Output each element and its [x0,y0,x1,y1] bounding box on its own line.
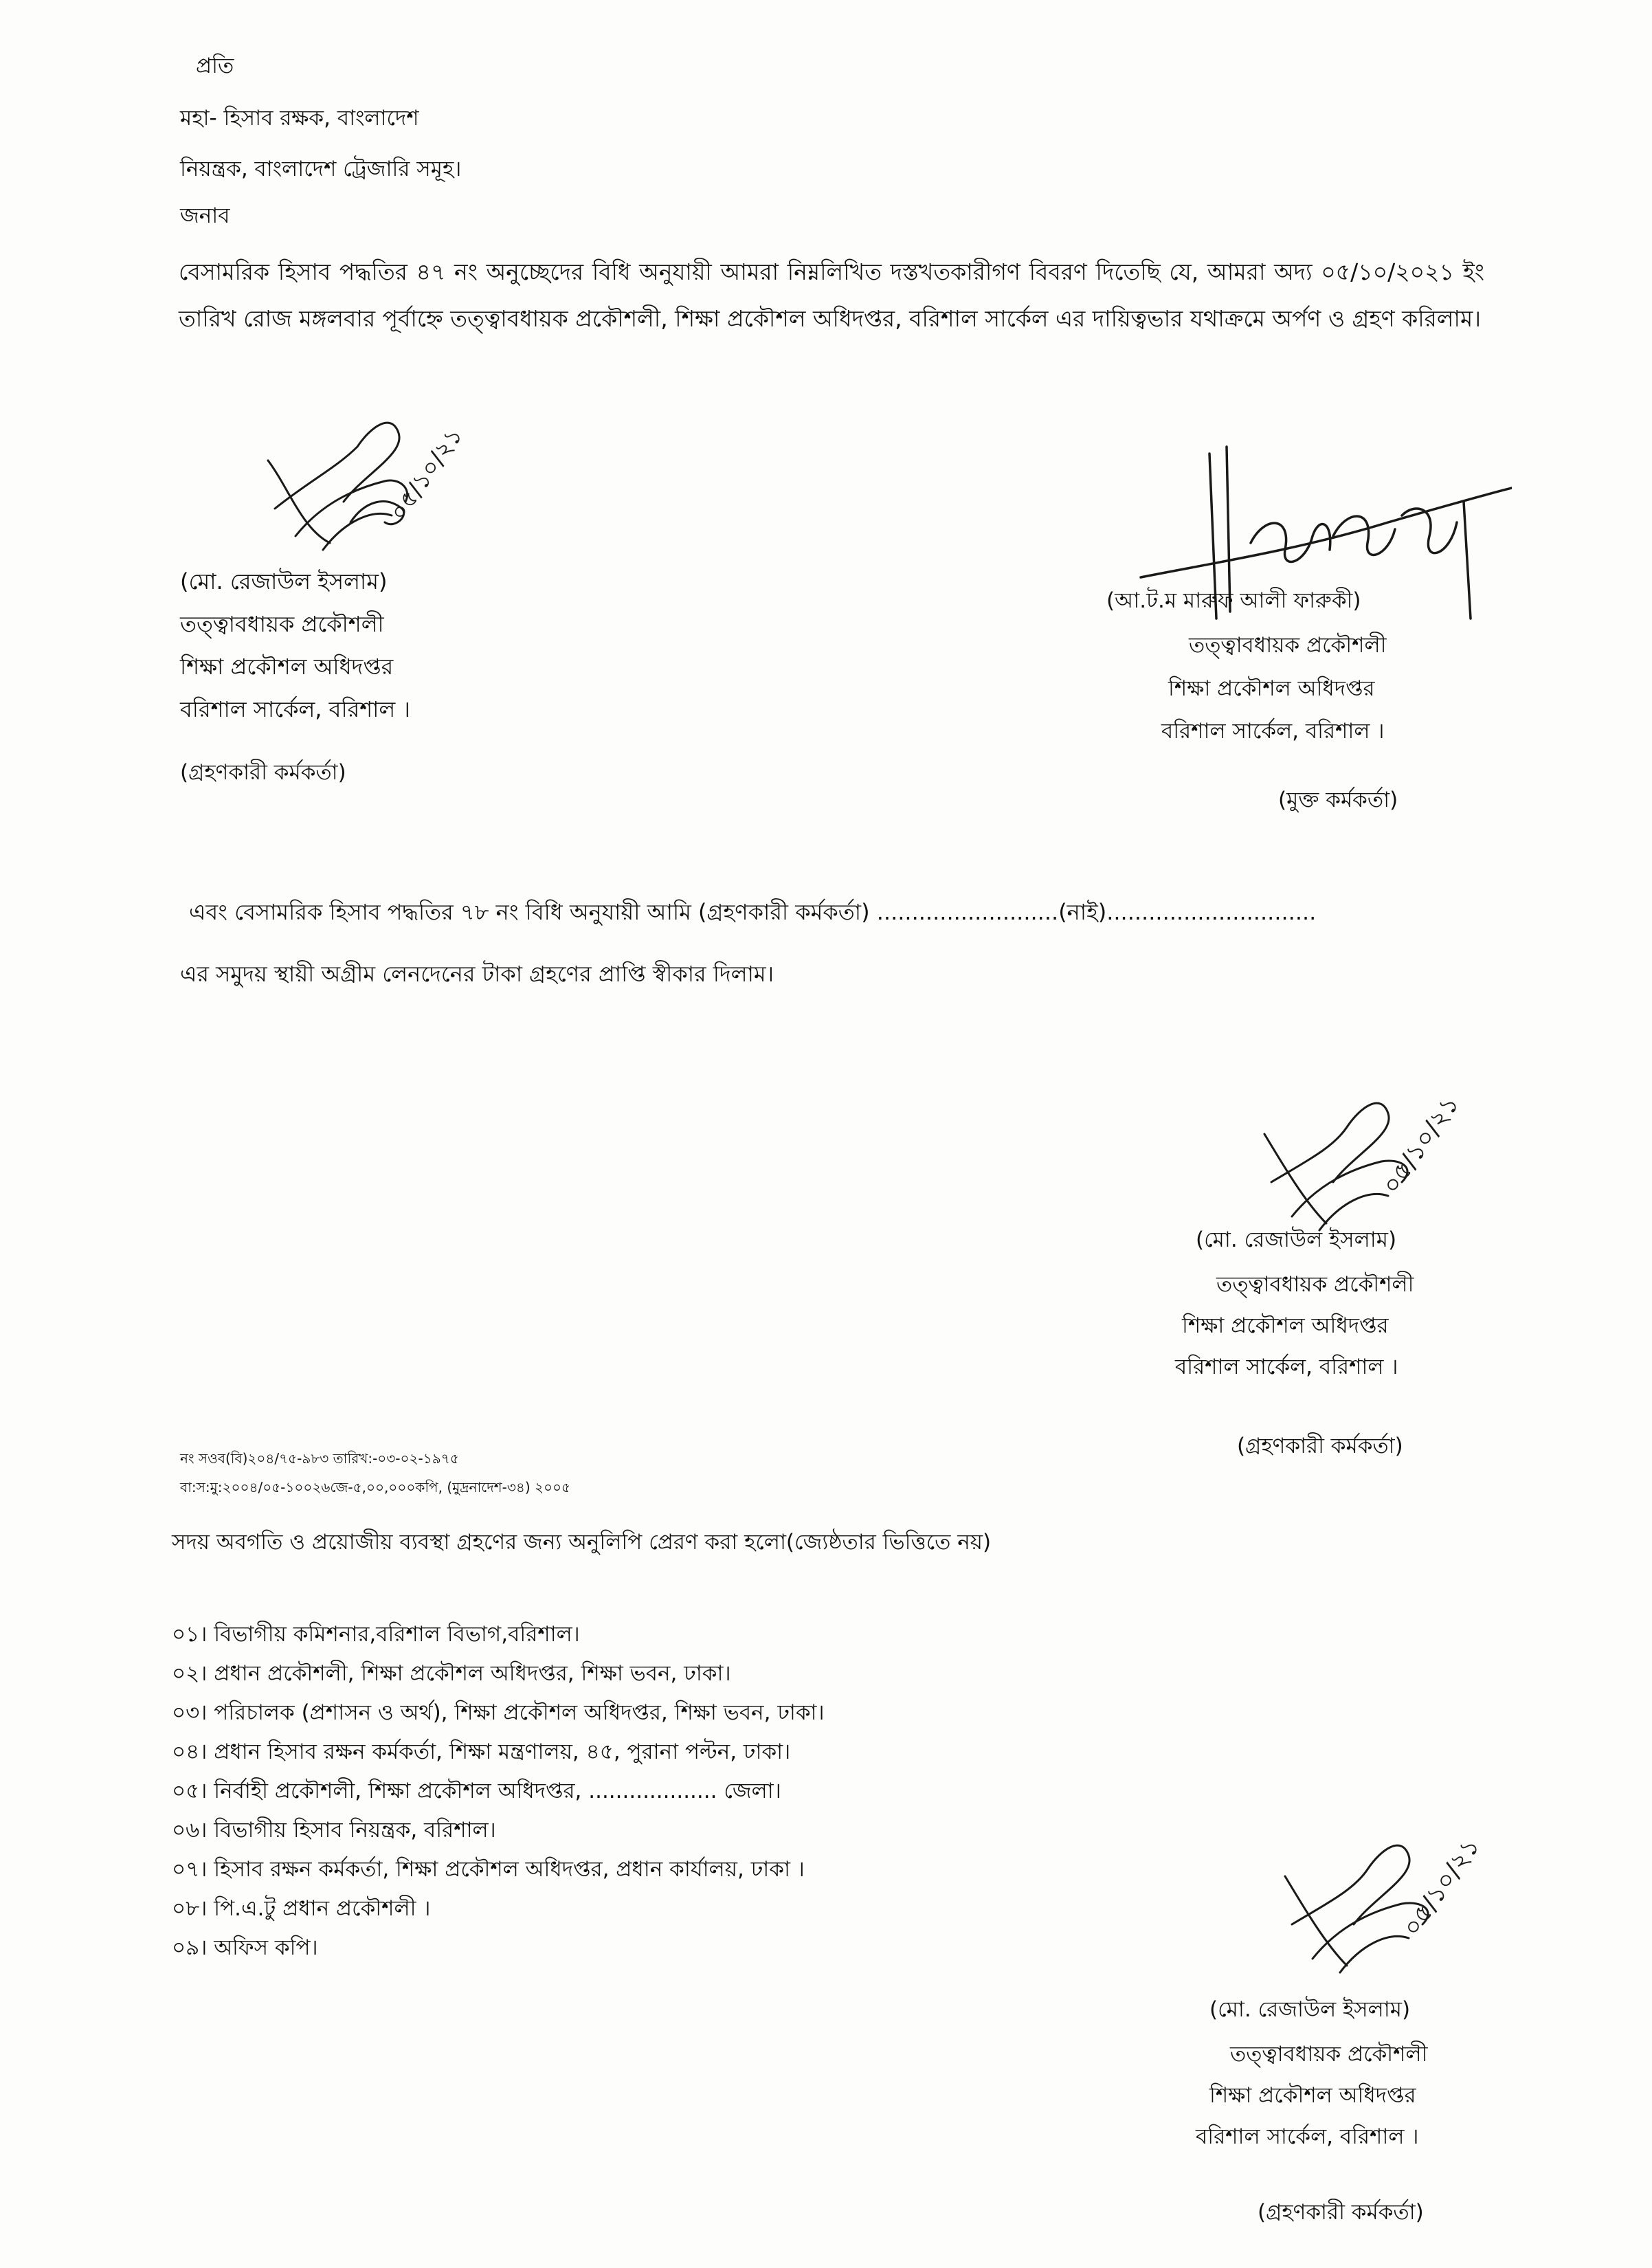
signature-receiving-officer-3 [1258,1814,1519,1979]
receiving-officer-2-department: শিক্ষা প্রকৌশল অধিদপ্তর [1182,1313,1389,1338]
copy-item: ০৯। অফিস কপি। [172,1935,318,1960]
address-to: প্রতি [196,54,234,78]
form-ref-line-1: নং সওব(বি)২০৪/৭৫-৯৮৩ তারিখ:-০৩-০২-১৯৭৫ [180,1450,459,1467]
relieved-officer-name: (আ.ট.ম মারুফ আলী ফারুকী) [1106,588,1361,613]
address-line-1: মহা- হিসাব রক্ষক, বাংলাদেশ [180,106,419,131]
signature-1-date: ০৫/১০/২১ [384,422,469,526]
address-line-2: নিয়ন্ত্রক, বাংলাদেশ ট্রেজারি সমূহ। [180,157,462,181]
salutation: জনাব [180,203,230,228]
receiving-officer-2-location: বরিশাল সার্কেল, বরিশাল । [1175,1355,1398,1379]
receiving-officer-3-department: শিক্ষা প্রকৌশল অধিদপ্তর [1209,2083,1416,2108]
copy-heading: সদয় অবগতি ও প্রয়োজীয় ব্যবস্থা গ্রহণের জন্য অনুলিপি প্রেরণ করা হলো(জ্যেষ্ঠতার ভিত্তিতে নয়) [172,1530,992,1555]
relieved-officer-designation: তত্ত্বাবধায়ক প্রকৌশলী [1189,633,1387,658]
copy-item: ০৮। পি.এ.টু প্রধান প্রকৌশলী । [172,1896,431,1921]
acknowledgement-line-1: এবং বেসামরিক হিসাব পদ্ধতির ৭৮ নং বিধি অনুযায়ী আমি (গ্রহণকারী কর্মকর্তা) ..........................(নাই).............................. [189,899,1317,925]
receiving-officer-3-role: (গ্রহণকারী কর্মকর্তা) [1258,2200,1424,2225]
acknowledgement-line-2: এর সমুদয় স্থায়ী অগ্রীম লেনদেনের টাকা গ্রহণের প্রাপ্তি স্বীকার দিলাম। [180,961,774,987]
copy-item: ০৫। নির্বাহী প্রকৌশলী, শিক্ষা প্রকৌশল অধিদপ্তর, ................... জেলা। [172,1779,781,1803]
body-paragraph: বেসামরিক হিসাব পদ্ধতির ৪৭ নং অনুচ্ছেদের বিধি অনুযায়ী আমরা নিম্নলিখিত দস্তখতকারীগণ বিবরণ দিতেছি যে, আমরা অদ্য ০৫/১০/২০২১ ইং তারিখ রোজ মঙ্গলবার পূর্বাহ্নে তত্ত্বাবধায়ক প্রকৌশলী, শিক্ষা প্রকৌশল অধিদপ্তর, বরিশাল সার্কেল এর দায়িত্বভার যথাক্রমে অর্পণ ও গ্রহণ করিলাম। [179,258,1484,332]
receiving-officer-3-name: (মো. রেজাউল ইসলাম) [1209,1997,1411,2022]
relieved-officer-role: (মুক্ত কর্মকর্তা) [1278,788,1398,812]
signature-receiving-officer-1 [254,405,488,564]
copy-item: ০৩। পরিচালক (প্রশাসন ও অর্থ), শিক্ষা প্রকৌশল অধিদপ্তর, শিক্ষা ভবন, ঢাকা। [172,1700,825,1725]
signature-3-date: ০৫/১০/২১ [1397,1832,1486,1942]
form-ref-line-2: বা:স:মু:২০০৪/০৫-১০০২৬জে-৫,০০,০০০কপি, (মুদ্রনাদেশ-৩৪) ২০০৫ [180,1479,570,1496]
copy-item: ০৬। বিভাগীয় হিসাব নিয়ন্ত্রক, বরিশাল। [172,1818,496,1843]
receiving-officer-3-designation: তত্ত্বাবধায়ক প্রকৌশলী [1230,2042,1428,2067]
receiving-officer-role: (গ্রহণকারী কর্মকর্তা) [180,760,346,785]
receiving-officer-2-role: (গ্রহণকারী কর্মকর্তা) [1237,1434,1403,1458]
receiving-officer-block [180,560,410,731]
copy-item: ০১। বিভাগীয় কমিশনার,বরিশাল বিভাগ,বরিশাল। [172,1622,580,1647]
receiving-officer-department: শিক্ষা প্রকৌশল অধিদপ্তর [180,654,394,680]
signature-relieved-officer [1127,440,1512,660]
signature-2-date: ০৫/১০/২১ [1376,1090,1465,1200]
copy-item: ০৭। হিসাব রক্ষন কর্মকর্তা, শিক্ষা প্রকৌশল অধিদপ্তর, প্রধান কার্যালয়, ঢাকা । [172,1857,805,1882]
relieved-officer-department: শিক্ষা প্রকৌশল অধিদপ্তর [1168,676,1375,701]
receiving-officer-designation: তত্ত্বাবধায়ক প্রকৌশলী [180,611,384,637]
signature-receiving-officer-2 [1237,1072,1498,1237]
relieved-officer-location: বরিশাল সার্কেল, বরিশাল । [1161,719,1385,744]
receiving-officer-3-location: বরিশাল সার্কেল, বরিশাল । [1196,2124,1419,2149]
receiving-officer-location: বরিশাল সার্কেল, বরিশাল । [180,696,410,722]
copy-item: ০৪। প্রধান হিসাব রক্ষন কর্মকর্তা, শিক্ষা মন্ত্রণালয়, ৪৫, পুরানা পল্টন, ঢাকা। [172,1739,791,1764]
receiving-officer-2-name: (মো. রেজাউল ইসলাম) [1196,1227,1397,1252]
receiving-officer-name: (মো. রেজাউল ইসলাম) [180,568,388,594]
copy-list [172,1615,825,1968]
copy-item: ০২। প্রধান প্রকৌশলী, শিক্ষা প্রকৌশল অধিদপ্তর, শিক্ষা ভবন, ঢাকা। [172,1661,731,1686]
receiving-officer-2-designation: তত্ত্বাবধায়ক প্রকৌশলী [1216,1272,1414,1297]
